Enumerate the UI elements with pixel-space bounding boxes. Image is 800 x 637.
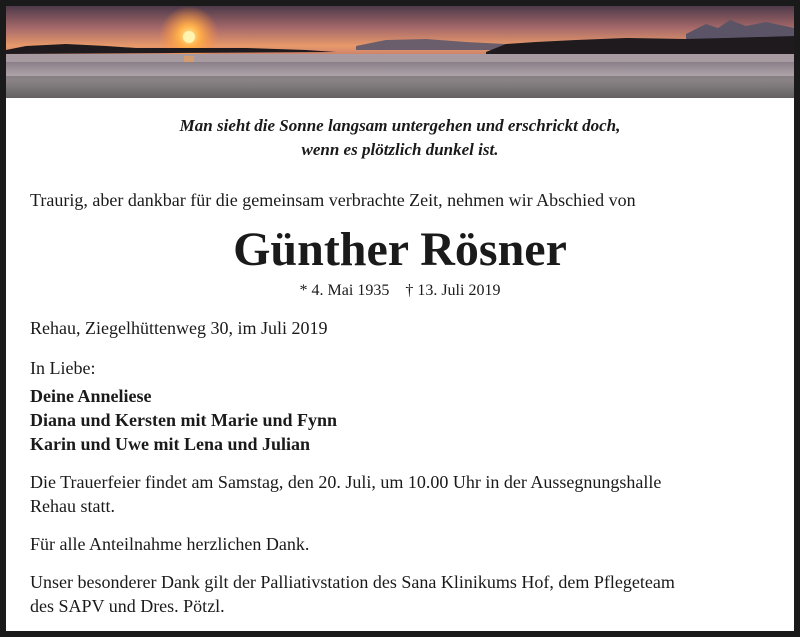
deceased-name: Günther Rösner bbox=[233, 223, 567, 276]
sunset-photo bbox=[6, 6, 794, 98]
special-thanks-line-2: des SAPV und Dres. Pötzl. bbox=[30, 596, 225, 616]
intro-text: Traurig, aber dankbar für die gemeinsam verbrachte Zeit, nehmen wir Abschied von bbox=[30, 190, 636, 210]
thanks-text bbox=[30, 532, 770, 556]
mourner-line: Diana und Kersten mit Marie und Fynn bbox=[30, 410, 338, 430]
quote-line-1: Man sieht die Sonne langsam untergehen und erschrickt doch, bbox=[179, 116, 621, 135]
funeral-info bbox=[30, 470, 770, 518]
quote bbox=[6, 114, 794, 162]
mourner-line: Deine Anneliese bbox=[30, 386, 152, 406]
quote-line-2: wenn es plötzlich dunkel ist. bbox=[301, 140, 499, 159]
place-date: Rehau, Ziegelhüttenweg 30, im Juli 2019 bbox=[30, 318, 328, 338]
in-love-label: In Liebe: bbox=[30, 358, 96, 378]
life-dates bbox=[6, 280, 794, 302]
mourner-line: Karin und Uwe mit Lena und Julian bbox=[30, 434, 311, 454]
thanks-line: Für alle Anteilnahme herzlichen Dank. bbox=[30, 534, 310, 554]
special-thanks bbox=[30, 570, 770, 618]
death-date: † 13. Juli 2019 bbox=[405, 282, 501, 299]
funeral-info-line-1: Die Trauerfeier findet am Samstag, den 20. Juli, um 10.00 Uhr in der Aussegnungshalle bbox=[30, 472, 662, 492]
birth-date: * 4. Mai 1935 bbox=[299, 282, 390, 299]
funeral-info-line-2: Rehau statt. bbox=[30, 496, 115, 516]
special-thanks-line-1: Unser besonderer Dank gilt der Palliativstation des Sana Klinikums Hof, dem Pflegeteam bbox=[30, 572, 675, 592]
mourners-list bbox=[30, 384, 770, 456]
